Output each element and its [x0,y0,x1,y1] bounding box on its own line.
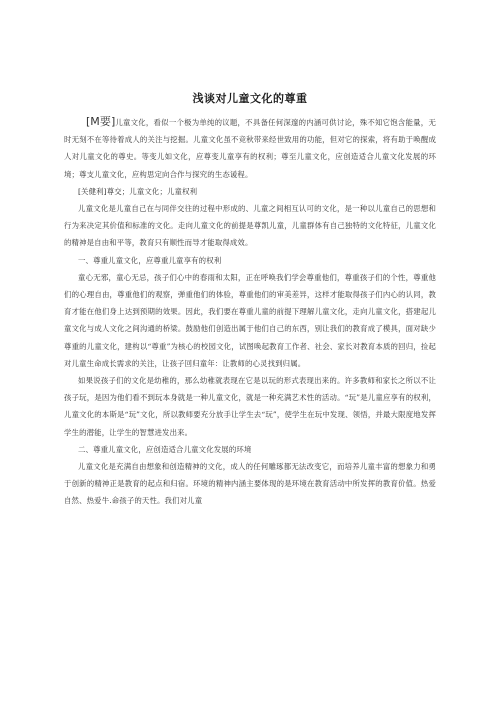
abstract-text: 儿童文化，看似一个极为单纯的议题，不具备任何深邃的内涵可供讨论，殊不知它饱含能量，无时无刻不在等待着成人的关注与挖掘。儿童文化虽不竞秋带来经世致用的功能，但对它的探索，将有助于唤醒成人对儿童文化的尊史。等变儿如文化，应尊变儿童享有的权利；尊至儿童文化，应创造适合儿童文化发展的环境；尊支儿童文化，应构思定向合作与探究的生态谖程。 [64,118,436,179]
abstract-label: [M要] [86,115,116,128]
keywords-line: [关健利]尊交；儿童文化；儿童权利 [78,186,198,196]
section1-paragraph-2: 如果说孩子们的文化是幼稚的，那么幼稚就表现在它是以玩的形式表现出来的。许多教师和家长之所以不让孩子玩，是因为他们看不到玩本身就是一种儿童文化，就是一种充满艺术性的活动。“玩”是儿童应享有的权利，儿童文化的本斯是“玩”文化，所以教师要充分放手让学生去“玩”，使学生在玩中发现、领悟，并最大限度地发挥学生的潜能，让学生的智慧进发出来。 [64,376,436,437]
section1-heading: 一、尊重儿童文化，应尊重儿童享有的权利 [78,255,222,265]
page-title: 浅谈对儿童文化的尊重 [192,92,308,105]
section1-paragraph-1: 童心无邪，童心无忌，孩子们心中的春雨和太阳，正在呼唤我们学会尊重他们，尊重孩子们的个性，尊重他们的心理自由，尊重他们的观察，弹重他们的体验，尊重他们的审美差异，这样才能取得孩子们内心的认同，教育才能在他们身上达到预期的效果。因此，我们要在尊重儿童的前提下理解儿童文化，走向儿童文化，搭建起儿童文化与成人文化之间沟通的桥梁。鼓励他们创造出属于他们自己的东西，别让我们的教育成了模具，面对缺少尊重的儿童文化，建构以“尊重”为核心的校园文化，试图唤起教育工作者、社会、家长对教育本质的回归，捡起对儿童生命成长需求的关注，让孩子回归童年：让教师的心灵找到归属。 [64,272,436,368]
section2-paragraph-1: 儿童文化是充满自由想象和创造精神的文化，成人的任何雕琢都无法改变它，而培养儿童丰富的想象力和勇于创新的精神正是教育的起点和归宿。环境的精神内涵主要体现的是环境在教育活动中所发挥的教育价值。热爱自然、热爱牛.命孩子的天性。我们对儿童 [64,462,436,506]
abstract-paragraph [64,113,436,183]
intro-paragraph: 儿童文化是儿童自己在与同伴交往的过程中形成的、儿童之间相互认可的文化，是一种以儿童自己的思想和行为来决定其价值和标准的文化。走向儿童文化的前提是尊凯儿童，儿童群体有自己独特的文化特征，儿童文化的精神是自由和平等，教育只有顺性而导才能取得成效。 [64,204,436,248]
section2-heading: 二、尊重儿童文化，应创造适合儿童文化发展的环境 [78,444,252,454]
